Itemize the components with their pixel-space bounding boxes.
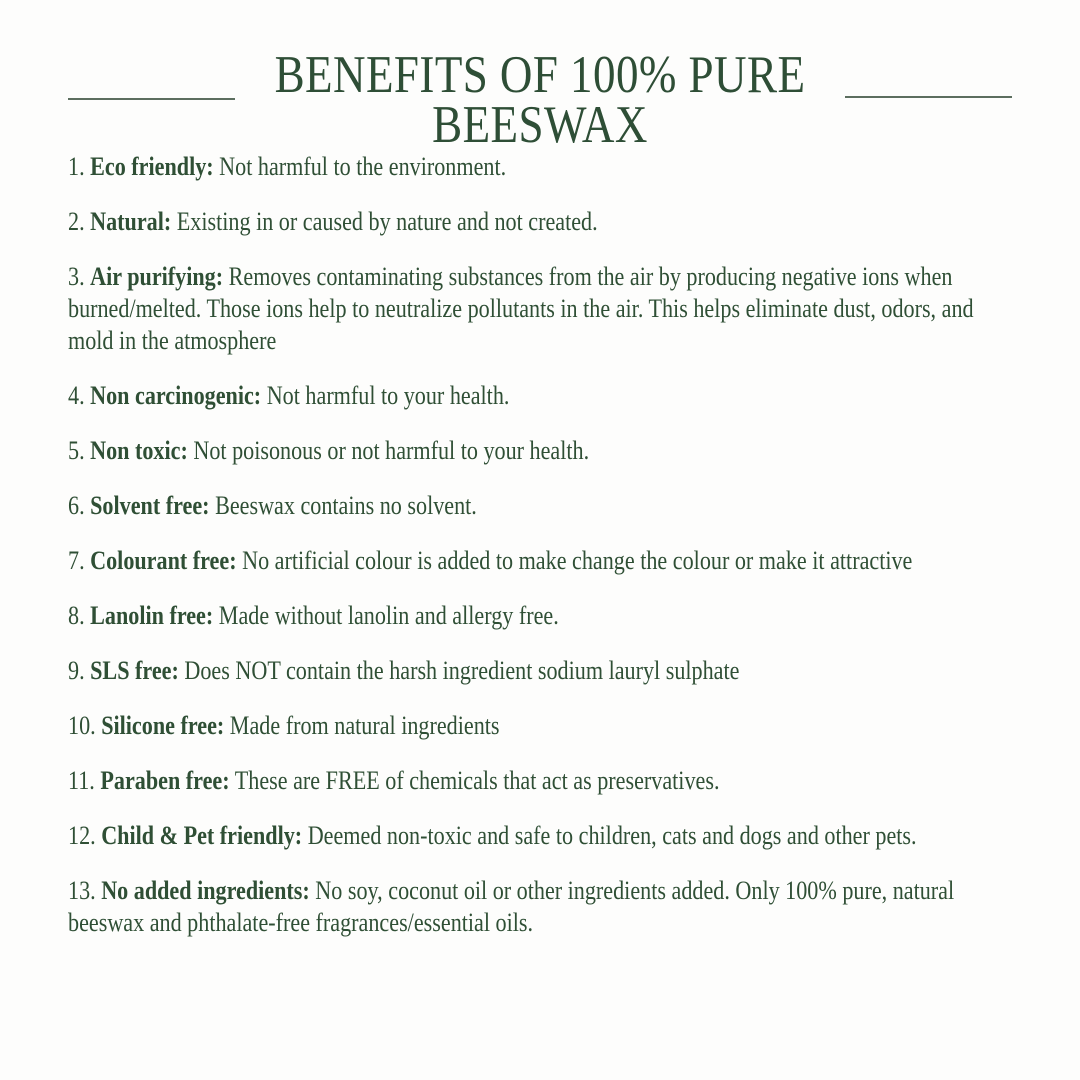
benefit-number: 7. (68, 546, 85, 575)
benefit-label: Natural: (90, 207, 172, 236)
benefit-description: No artificial colour is added to make change the colour or make it attractive (242, 546, 913, 575)
benefit-number: 5. (68, 436, 85, 465)
benefit-item (68, 765, 983, 797)
benefit-item (68, 380, 983, 412)
benefit-label: Child & Pet friendly: (101, 821, 303, 850)
benefit-item (68, 206, 983, 238)
benefit-label: Colourant free: (90, 546, 237, 575)
benefit-number: 6. (68, 491, 85, 520)
benefit-number: 11. (68, 766, 95, 795)
benefit-description: Made from natural ingredients (229, 711, 500, 740)
benefit-item (68, 545, 983, 577)
benefit-label: Paraben free: (100, 766, 230, 795)
benefit-label: Eco friendly: (90, 152, 214, 181)
benefit-item (68, 875, 983, 939)
benefit-description: Does NOT contain the harsh ingredient sodium lauryl sulphate (184, 656, 740, 685)
benefit-label: Non toxic: (90, 436, 188, 465)
benefit-item (68, 261, 983, 357)
benefit-label: Air purifying: (90, 262, 224, 291)
benefit-number: 12. (68, 821, 96, 850)
benefit-label: Lanolin free: (90, 601, 214, 630)
benefit-description: Removes contaminating substances from the air by producing negative ions when burned/melted. Those ions help to neutralize pollutants in the air. This helps eliminate dust, odors, and mold in the atmosphere (68, 262, 974, 355)
benefit-description: Not harmful to the environment. (219, 152, 507, 181)
benefit-item (68, 490, 983, 522)
benefit-description: These are FREE of chemicals that act as preservatives. (234, 766, 720, 795)
page-title-line-2: BEESWAX (432, 96, 648, 154)
benefit-label: Solvent free: (90, 491, 210, 520)
benefit-number: 10. (68, 711, 96, 740)
benefits-list (68, 151, 983, 962)
benefit-number: 13. (68, 876, 96, 905)
benefit-label: SLS free: (90, 656, 179, 685)
benefit-item (68, 820, 983, 852)
benefit-label: Non carcinogenic: (90, 381, 262, 410)
benefit-label: Silicone free: (101, 711, 225, 740)
benefit-item (68, 600, 983, 632)
benefit-description: No soy, coconut oil or other ingredients added. Only 100% pure, natural beeswax and phthalate-free fragrances/essential oils. (68, 876, 955, 937)
benefit-description: Existing in or caused by nature and not created. (176, 207, 598, 236)
benefit-item (68, 435, 983, 467)
benefit-description: Beeswax contains no solvent. (215, 491, 477, 520)
benefit-number: 8. (68, 601, 85, 630)
benefit-description: Not poisonous or not harmful to your health. (193, 436, 590, 465)
benefit-description: Not harmful to your health. (266, 381, 510, 410)
benefit-number: 3. (68, 262, 85, 291)
benefit-number: 1. (68, 152, 85, 181)
page-title-line-1: BENEFITS OF 100% PURE (274, 46, 806, 104)
benefit-number: 4. (68, 381, 85, 410)
benefit-number: 2. (68, 207, 85, 236)
benefit-item (68, 710, 983, 742)
benefit-description: Made without lanolin and allergy free. (218, 601, 559, 630)
page-title (81, 46, 999, 154)
benefit-number: 9. (68, 656, 85, 685)
benefit-item (68, 151, 983, 183)
benefit-description: Deemed non-toxic and safe to children, cats and dogs and other pets. (307, 821, 917, 850)
benefit-label: No added ingredients: (101, 876, 310, 905)
benefit-item (68, 655, 983, 687)
